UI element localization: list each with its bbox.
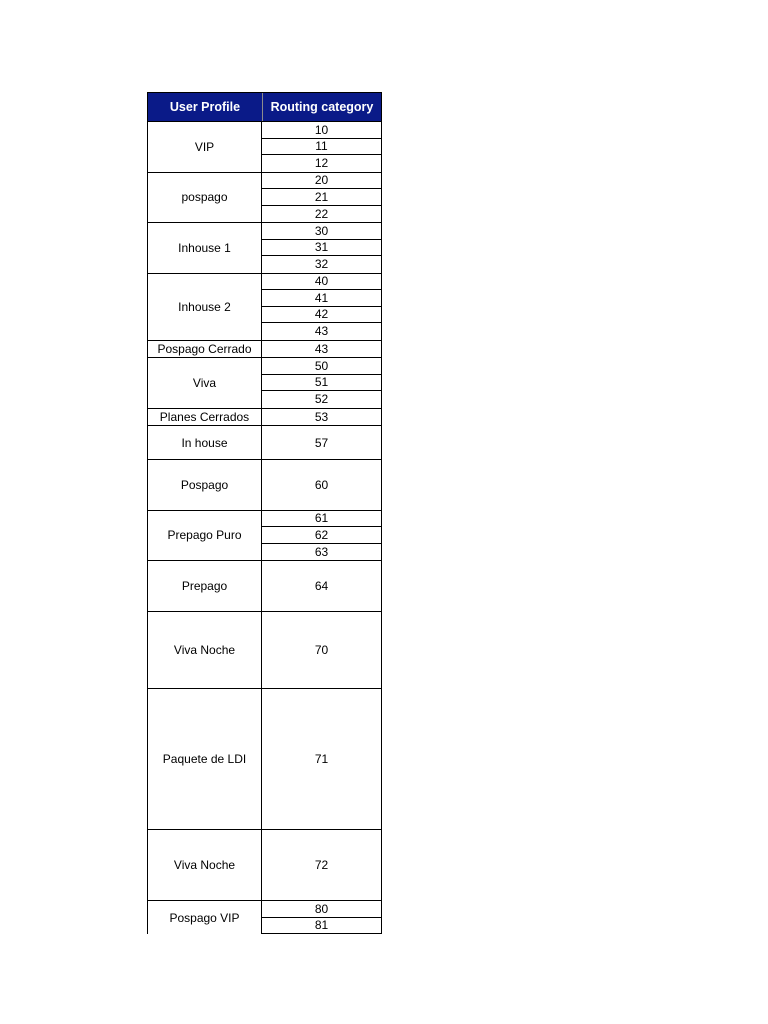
routing-category-cell: 70 xyxy=(314,642,329,657)
user-profile-cell: Pospago VIP xyxy=(148,901,262,934)
table-row xyxy=(148,901,381,934)
user-profile-cell: pospago xyxy=(148,173,262,223)
routing-category-cells xyxy=(262,409,381,426)
user-profile-cell: Inhouse 2 xyxy=(148,274,262,340)
routing-category-cell: 80 xyxy=(262,901,381,918)
routing-category-cell: 81 xyxy=(262,918,381,935)
user-profile-cell: Paquete de LDI xyxy=(148,689,262,829)
routing-category-cells xyxy=(262,341,381,358)
table-row xyxy=(148,173,381,224)
routing-category-cell: 30 xyxy=(262,223,381,240)
routing-category-cell: 12 xyxy=(314,156,329,171)
user-profile-cell: Pospago Cerrado xyxy=(148,341,262,358)
routing-category-cell: 51 xyxy=(262,375,381,392)
routing-category-cell: 50 xyxy=(262,358,381,375)
table-row xyxy=(148,409,381,427)
routing-table xyxy=(147,92,382,934)
table-row xyxy=(148,561,381,612)
routing-category-cells xyxy=(262,901,381,934)
routing-category-cell: 32 xyxy=(314,257,329,272)
user-profile-cell: In house xyxy=(148,426,262,459)
routing-category-cell: 62 xyxy=(262,527,381,544)
routing-category-cells xyxy=(262,122,381,172)
routing-category-cell: 10 xyxy=(262,122,381,139)
routing-category-cells xyxy=(262,830,381,901)
routing-category-cell: 22 xyxy=(314,206,329,221)
routing-category-cell: 43 xyxy=(314,324,329,339)
table-body xyxy=(148,122,381,934)
table-header xyxy=(147,92,382,122)
header-user-profile: User Profile xyxy=(148,93,263,121)
routing-category-cell: 31 xyxy=(262,240,381,257)
table-row xyxy=(148,830,381,902)
table-row xyxy=(148,460,381,511)
user-profile-cell: Viva Noche xyxy=(148,830,262,901)
routing-category-cell: 63 xyxy=(314,544,329,559)
routing-category-cell: 41 xyxy=(262,290,381,307)
routing-category-cells xyxy=(262,358,381,408)
routing-category-cell: 20 xyxy=(262,173,381,190)
routing-category-cell: 42 xyxy=(262,307,381,324)
routing-category-cells xyxy=(262,274,381,340)
table-row xyxy=(148,274,381,341)
routing-category-cell: 71 xyxy=(314,751,329,766)
routing-category-cells xyxy=(262,460,381,510)
user-profile-cell: Planes Cerrados xyxy=(148,409,262,426)
user-profile-cell: Viva Noche xyxy=(148,612,262,689)
table-row xyxy=(148,511,381,562)
routing-category-cell: 72 xyxy=(314,857,329,872)
header-routing-category: Routing category xyxy=(270,100,374,114)
table-row xyxy=(148,122,381,173)
routing-category-cell: 53 xyxy=(314,409,329,424)
routing-category-cell: 57 xyxy=(314,435,329,450)
table-row xyxy=(148,689,381,830)
table-row xyxy=(148,426,381,460)
user-profile-cell: Pospago xyxy=(148,460,262,510)
routing-category-cells xyxy=(262,426,381,459)
routing-category-cells xyxy=(262,689,381,829)
routing-category-cell: 40 xyxy=(262,274,381,291)
routing-category-cell: 52 xyxy=(314,392,329,407)
routing-category-cell: 21 xyxy=(262,189,381,206)
user-profile-cell: Prepago Puro xyxy=(148,511,262,561)
routing-category-cell: 64 xyxy=(314,578,329,593)
routing-category-cells xyxy=(262,612,381,689)
table-row xyxy=(148,612,381,690)
routing-category-cells xyxy=(262,223,381,273)
table-row xyxy=(148,358,381,409)
routing-category-cell: 11 xyxy=(262,139,381,156)
routing-category-cell: 43 xyxy=(314,341,329,356)
routing-category-cells xyxy=(262,173,381,223)
routing-category-cell: 61 xyxy=(262,511,381,528)
table-row xyxy=(148,223,381,274)
routing-category-cells xyxy=(262,511,381,561)
user-profile-cell: Viva xyxy=(148,358,262,408)
user-profile-cell: Inhouse 1 xyxy=(148,223,262,273)
table-row xyxy=(148,341,381,359)
user-profile-cell: Prepago xyxy=(148,561,262,611)
user-profile-cell: VIP xyxy=(148,122,262,172)
routing-category-cell: 60 xyxy=(314,477,329,492)
routing-category-cells xyxy=(262,561,381,611)
